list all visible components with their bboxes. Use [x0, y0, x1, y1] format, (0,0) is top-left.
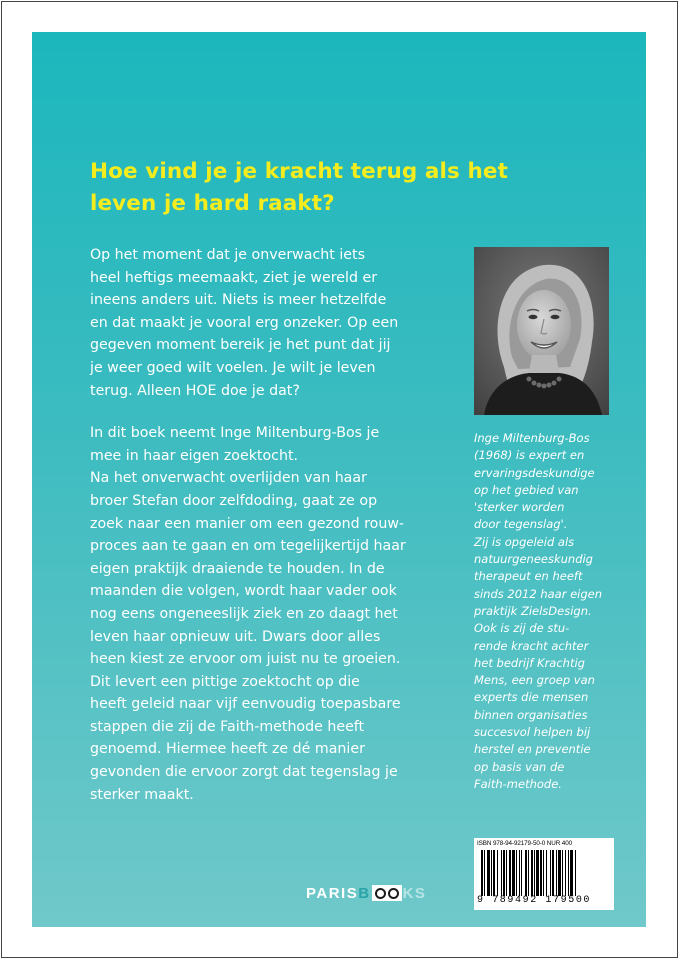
story-line: sterker maakt. — [90, 786, 194, 803]
bio-line: therapeut en heeft — [474, 569, 583, 584]
bio-line: Mens, een groep van — [474, 673, 595, 688]
bio-line: Zij is opgeleid als — [474, 534, 575, 549]
story-line: maanden die volgen, wordt haar vader ook — [90, 583, 397, 600]
isbn-label: ISBN 978-94-92179-50-0 NUR 400 — [477, 840, 573, 847]
story-line: proces aan te gaan en om tegelijkertijd haar — [90, 538, 406, 555]
bio-line: experts die mensen — [474, 690, 589, 705]
story-line: broer Stefan door zelfdoding, gaat ze op — [90, 492, 378, 509]
intro-line: ineens anders uit. Niets is meer hetzelfde — [90, 292, 387, 309]
author-bio — [474, 430, 634, 793]
eyeglasses-icon — [372, 885, 402, 901]
bio-line: (1968) is expert en — [474, 448, 585, 463]
headline-line: Hoe vind je je kracht terug als het — [90, 159, 508, 184]
intro-line: terug. Alleen HOE doe je dat? — [90, 382, 300, 399]
story-line: heeft geleid naar vijf eenvoudig toepasbare — [90, 696, 401, 713]
publisher-name-part: PARIS — [306, 884, 359, 902]
story-line: stappen die zij de Faith-methode heeft — [90, 718, 365, 735]
story-line: nog eens ongeneeslijk ziek en zo daagt het — [90, 605, 398, 622]
intro-line: en dat maakt je vooral erg onzeker. Op een — [90, 314, 399, 331]
bio-line: het bedrijf Krachtig — [474, 655, 585, 670]
story-line: gevonden die ervoor zorgt dat tegenslag je — [90, 764, 398, 781]
story-line: eigen praktijk draaiende te houden. In de — [90, 560, 385, 577]
barcode-bars — [477, 850, 611, 896]
headline — [90, 156, 590, 220]
intro-line: heel heftigs meemaakt, ziet je wereld er — [90, 269, 378, 286]
story-line: In dit boek neemt Inge Miltenburg-Bos je — [90, 425, 380, 442]
headline-line: leven je hard raakt? — [90, 191, 335, 216]
bio-line: Ook is zij de stu- — [474, 621, 570, 636]
bio-line: succesvol helpen bij — [474, 725, 591, 740]
blurb-text — [90, 244, 480, 806]
bio-line: praktijk ZielsDesign. — [474, 603, 592, 618]
intro-line: Op het moment dat je onverwacht iets — [90, 247, 365, 263]
story-line: Dit levert een pittige zoektocht op die — [90, 673, 360, 690]
bio-line: binnen organisaties — [474, 707, 588, 722]
bio-line: Inge Miltenburg-Bos — [474, 431, 590, 445]
bio-line: ervaringsdeskundige — [474, 465, 595, 480]
bio-line: rende kracht achter — [474, 638, 589, 653]
bio-line: sinds 2012 haar eigen — [474, 586, 603, 601]
story-line: mee in haar eigen zoektocht. — [90, 447, 299, 464]
story-line: zoek naar een manier om een gezond rouw- — [90, 515, 405, 532]
bio-line: natuurgeneeskundig — [474, 552, 593, 567]
story-line: genoemd. Hiermee heeft ze dé manier — [90, 741, 365, 758]
book-back-cover — [32, 32, 646, 927]
bio-line: op basis van de — [474, 759, 565, 774]
bio-line: Faith-methode. — [474, 776, 562, 791]
intro-line: je weer goed wilt voelen. Je wilt je leven — [90, 359, 376, 376]
publisher-letters-ks: KS — [402, 884, 427, 902]
isbn-barcode — [474, 838, 614, 910]
bio-line: op het gebied van — [474, 482, 579, 497]
story-line: Na het onverwacht overlijden van haar — [90, 470, 367, 487]
author-photo — [474, 247, 609, 415]
paragraph-gap — [90, 402, 480, 422]
story-line: heen kiest ze ervoor om juist nu te groeien. — [90, 651, 401, 668]
publisher-logo — [306, 879, 426, 907]
bio-line: door tegenslag'. — [474, 517, 568, 532]
bio-line: herstel en preventie — [474, 742, 591, 757]
publisher-letter-b: B — [358, 884, 371, 902]
publisher-books-mark — [358, 885, 426, 902]
story-line: leven haar opnieuw uit. Dwars door alles — [90, 628, 381, 645]
barcode-digits: 9 789492 179500 — [477, 895, 592, 906]
bio-line: 'sterker worden — [474, 500, 565, 515]
intro-line: gegeven moment bereik je het punt dat jij — [90, 337, 391, 354]
